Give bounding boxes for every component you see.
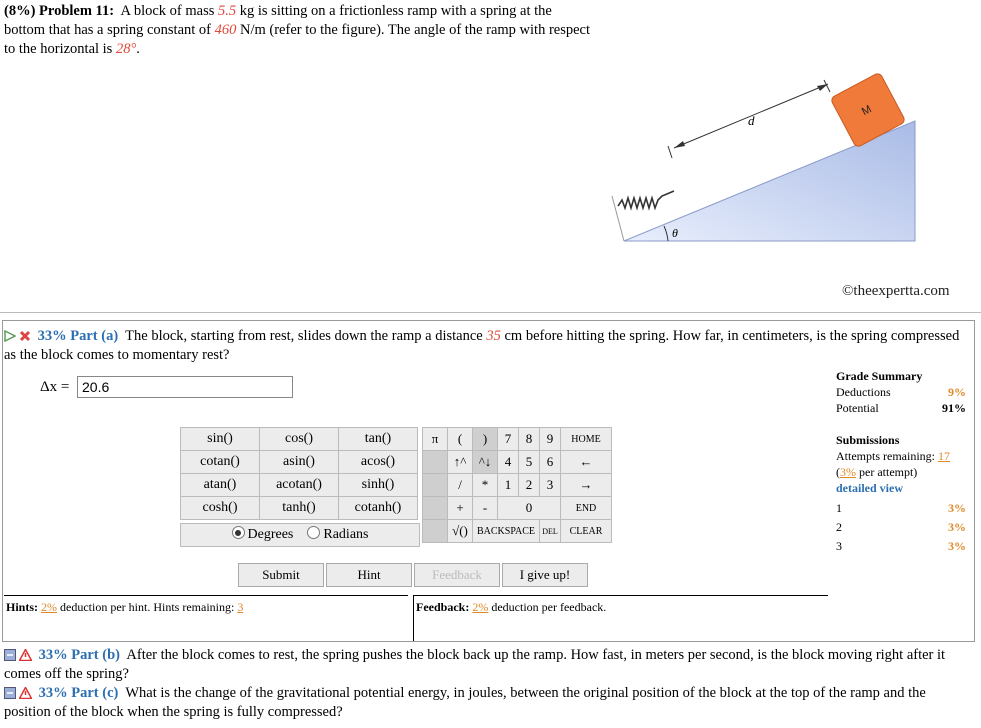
attempts-remaining: 17 [937, 449, 950, 463]
plus-button[interactable]: + [448, 497, 473, 520]
spring-constant-value: 460 [214, 22, 237, 38]
cosh-button[interactable]: cosh() [181, 497, 260, 520]
question-text: cm before hitting the spring. How far, in centimeters, is the spring compressed as the block comes to momentary rest? [4, 328, 960, 363]
part-b-question[interactable] [4, 646, 974, 684]
key-6[interactable]: 6 [540, 451, 561, 474]
acotan-button[interactable]: acotan() [260, 474, 339, 497]
submit-button[interactable]: Submit [238, 563, 324, 587]
part-c-question[interactable] [4, 684, 974, 722]
mass-value: 5.5 [218, 3, 237, 19]
multiply-button[interactable]: * [473, 474, 498, 497]
part-a-question [4, 327, 974, 365]
part-a-percent: 33% [37, 328, 67, 344]
part-c-label: Part (c) [71, 685, 119, 701]
keypad-blank [423, 497, 448, 520]
submission-number: 3 [836, 539, 842, 553]
open-paren-button[interactable]: ( [448, 428, 473, 451]
part-a-label: Part (a) [70, 328, 119, 344]
submissions-title: Submissions [836, 433, 900, 447]
acos-button[interactable]: acos() [339, 451, 418, 474]
question-text: What is the change of the gravitational potential energy, in joules, between the original position of the block at the top of the ramp and the position of the block when the spring is fully compressed? [4, 685, 926, 720]
hint-button[interactable]: Hint [326, 563, 412, 587]
clear-button[interactable]: CLEAR [561, 520, 612, 543]
down-power-button[interactable]: ^↓ [473, 451, 498, 474]
per-attempt-text: per attempt) [859, 465, 918, 479]
submission-deduction: 3% [948, 520, 966, 534]
del-button[interactable]: DEL [540, 520, 561, 543]
feedback-label: Feedback: [416, 600, 470, 614]
warning-icon [19, 649, 32, 661]
hint-deduction: 2% [41, 600, 58, 614]
answer-label: Δx = [40, 379, 70, 395]
warning-icon [19, 687, 32, 699]
deductions-label: Deductions [836, 385, 891, 399]
atan-button[interactable]: atan() [181, 474, 260, 497]
part-b-percent: 33% [38, 647, 68, 663]
key-3[interactable]: 3 [540, 474, 561, 497]
cotan-button[interactable]: cotan() [181, 451, 260, 474]
grade-summary: Grade Summary Deductions 9% Potential 91% Submissions Attempts remaining: 17 (3% per attempt) detailed view 1 3% 2 3% 3 3% [836, 369, 966, 553]
detailed-view-link[interactable]: detailed view [836, 481, 903, 495]
left-arrow-button[interactable]: ← [561, 451, 612, 474]
key-1[interactable]: 1 [498, 474, 519, 497]
submission-number: 1 [836, 501, 842, 515]
feedback-button: Feedback [414, 563, 500, 587]
play-icon[interactable] [4, 330, 16, 342]
attempts-label: Attempts remaining: [836, 449, 935, 463]
key-7[interactable]: 7 [498, 428, 519, 451]
spring-icon [618, 191, 674, 208]
potential-value: 91% [942, 401, 966, 415]
problem-number: (8%) Problem 11: [4, 3, 115, 19]
sin-button[interactable]: sin() [181, 428, 260, 451]
divide-button[interactable]: / [448, 474, 473, 497]
distance-value: 35 [486, 328, 501, 344]
problem-text: N/m (refer to the figure). The angle of the ramp with respect to the horizontal is [4, 22, 591, 57]
submission-deduction: 3% [948, 501, 966, 515]
key-8[interactable]: 8 [519, 428, 540, 451]
part-c-percent: 33% [38, 685, 68, 701]
backspace-button[interactable]: BACKSPACE [473, 520, 540, 543]
key-2[interactable]: 2 [519, 474, 540, 497]
figure-credit: ©theexpertta.com [842, 283, 950, 299]
hints-box [4, 595, 408, 641]
up-power-button[interactable]: ↑^ [448, 451, 473, 474]
keypad-blank [423, 474, 448, 497]
angle-label: θ [672, 226, 678, 240]
close-paren-button[interactable]: ) [473, 428, 498, 451]
angle-mode-selector [180, 523, 420, 547]
feedback-deduction: 2% [472, 600, 489, 614]
question-text: After the block comes to rest, the spring pushes the block back up the ramp. How fast, in meters per second, is the block moving right after it comes off the spring? [4, 647, 946, 682]
expand-icon[interactable] [4, 649, 16, 661]
distance-label: d [748, 113, 755, 128]
feedback-box [413, 595, 828, 641]
cotanh-button[interactable]: cotanh() [339, 497, 418, 520]
problem-text: kg is sitting on a frictionless ramp with a spring at the bottom that has a spring constant of [4, 3, 552, 38]
keypad-blank [423, 520, 448, 543]
key-5[interactable]: 5 [519, 451, 540, 474]
key-0[interactable]: 0 [498, 497, 561, 520]
feedback-text: deduction per feedback. [491, 600, 607, 614]
give-up-button[interactable]: I give up! [502, 563, 588, 587]
minus-button[interactable]: - [473, 497, 498, 520]
sinh-button[interactable]: sinh() [339, 474, 418, 497]
key-9[interactable]: 9 [540, 428, 561, 451]
key-4[interactable]: 4 [498, 451, 519, 474]
part-b-label: Part (b) [71, 647, 120, 663]
problem-text: A block of mass [120, 3, 215, 19]
question-text: The block, starting from rest, slides down the ramp a distance [125, 328, 483, 344]
problem-statement [4, 2, 594, 59]
divider [0, 312, 981, 313]
radians-radio[interactable] [307, 526, 320, 539]
right-arrow-button[interactable]: → [561, 474, 612, 497]
tan-button[interactable]: tan() [339, 428, 418, 451]
home-button[interactable]: HOME [561, 428, 612, 451]
submission-number: 2 [836, 520, 842, 534]
radians-label: Radians [323, 527, 369, 542]
expand-icon[interactable] [4, 687, 16, 699]
deductions-value: 9% [948, 385, 966, 399]
hints-text: deduction per hint. Hints remaining: [60, 600, 235, 614]
per-attempt-pct: 3% [840, 465, 856, 479]
end-button[interactable]: END [561, 497, 612, 520]
answer-input[interactable] [77, 376, 293, 398]
block-label: M [859, 103, 874, 119]
pi-button[interactable]: π [423, 428, 448, 451]
degrees-radio[interactable] [232, 526, 245, 539]
cos-button[interactable]: cos() [260, 428, 339, 451]
hints-remaining: 3 [237, 600, 244, 614]
sqrt-button[interactable]: √() [448, 520, 473, 543]
submission-deduction: 3% [948, 539, 966, 553]
wrong-x-icon [19, 330, 31, 342]
function-keypad [180, 427, 418, 520]
grade-summary-title: Grade Summary [836, 369, 923, 383]
potential-label: Potential [836, 401, 879, 415]
degrees-label: Degrees [247, 527, 294, 542]
angle-value: 28° [115, 41, 137, 57]
tanh-button[interactable]: tanh() [260, 497, 339, 520]
numeric-keypad [422, 427, 612, 543]
problem-text: . [136, 41, 140, 57]
hints-label: Hints: [6, 600, 39, 614]
asin-button[interactable]: asin() [260, 451, 339, 474]
keypad-blank [423, 451, 448, 474]
